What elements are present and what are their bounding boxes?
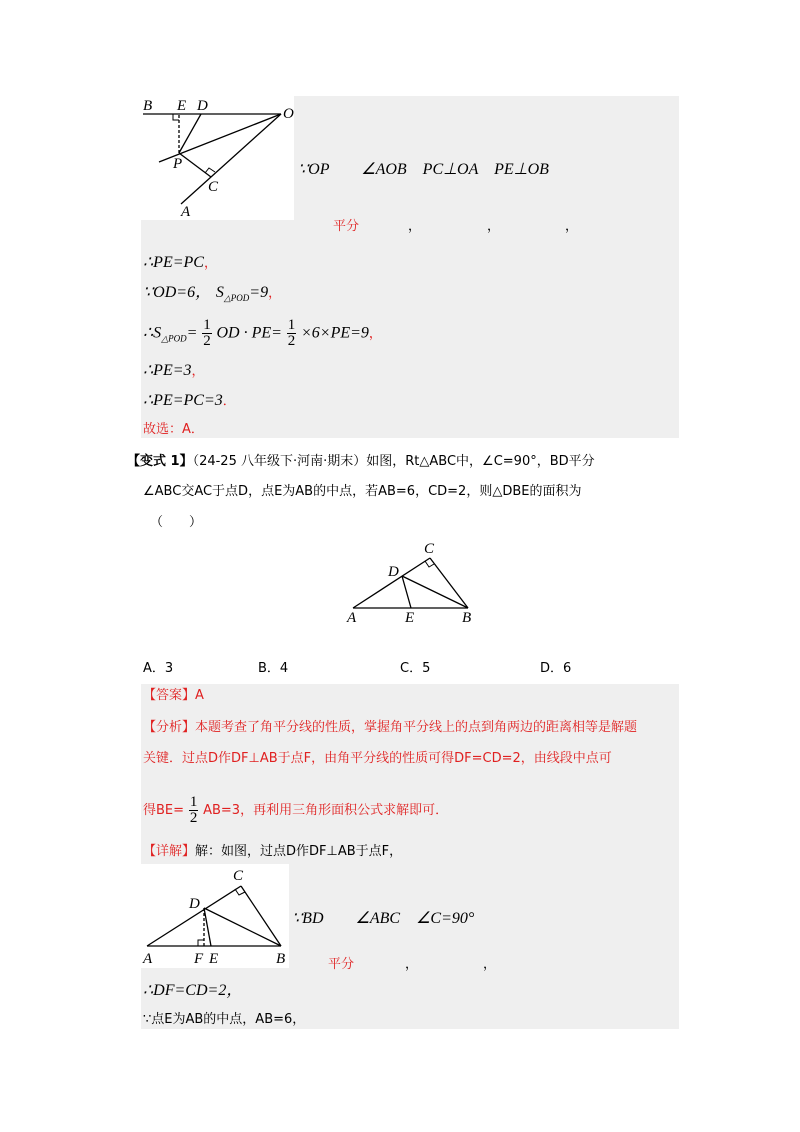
comma-4: ，: [405, 957, 419, 972]
comma-3: ，: [565, 219, 579, 234]
comma-1: ，: [408, 219, 422, 234]
given-line-2: ∵BD ∠ABC ∠C=90°: [292, 910, 475, 927]
variant-paren: （ ）: [150, 515, 203, 530]
label-D3: D: [189, 896, 200, 912]
step-3: [143, 318, 382, 351]
option-c[interactable]: C．5: [400, 661, 431, 676]
analysis-tag: 【分析】: [143, 720, 196, 735]
step-3-sub: △POD: [161, 333, 187, 344]
variant-tag: 【变式 1】: [127, 454, 193, 469]
fraction-half-1: $\frac{1}{2}$: [203, 317, 211, 349]
ray-OA: [181, 114, 281, 204]
label-E3: E: [209, 951, 219, 967]
label-B: B: [143, 98, 153, 114]
variant-line-2: ∠ABC交AC于点D，点E为AB的中点，若AB=6，CD=2，则△DBE的面积为: [143, 484, 582, 499]
step-3-d: ×6×PE=9: [300, 324, 369, 342]
step-3-mark: ，: [368, 326, 382, 342]
label-B3: B: [276, 951, 286, 967]
analysis-line-2: 关键．过点D作DF⊥AB于点F，由角平分线的性质可得DF=CD=2，由线段中点可: [143, 751, 612, 766]
comma-2: ，: [487, 219, 501, 234]
segment-DB3: [204, 908, 281, 946]
label-A3: A: [143, 951, 153, 967]
label-O: O: [283, 106, 294, 122]
label-C3: C: [233, 868, 244, 884]
detail-step-2: ∵点E为AB的中点，AB=6，: [143, 1012, 306, 1027]
step-3-a: ∴S: [143, 324, 162, 342]
detail-line-1: [143, 840, 402, 862]
right-angle-C: [205, 168, 215, 173]
detail-text-1: 解：如图，过点D作DF⊥AB于点F，: [195, 844, 403, 859]
step-2: [143, 282, 281, 308]
analysis-line-3: [143, 794, 448, 826]
step-3-b: =: [186, 324, 198, 342]
step-2-sub: △POD: [223, 293, 250, 303]
step-1-text: ∴PE=PC: [143, 254, 204, 271]
detail-tag: 【详解】: [143, 844, 196, 859]
bisect-word-1: 平分: [333, 219, 360, 234]
label-B2: B: [462, 610, 472, 626]
step-5-mark: ．: [222, 394, 236, 409]
step-2-c: =9: [249, 284, 269, 301]
detail-step-1: ∴DF=CD=2，: [143, 982, 243, 999]
variant-source: （24-25 八年级下·河南·期末）: [192, 454, 367, 469]
step-1: [143, 252, 217, 274]
given-line-1: ∵OP ∠AOB PC⊥OA PE⊥OB: [298, 161, 549, 178]
fraction-half-3: $\frac{1}{2}$: [189, 793, 198, 826]
figure-1: [141, 96, 311, 222]
step-3-c: OD · PE=: [216, 324, 282, 342]
step-2-mark: ，: [268, 286, 282, 301]
option-a[interactable]: A．3: [143, 661, 174, 676]
side-CB3: [241, 886, 281, 946]
variant-stem-1: 如图，Rt△ABC中，∠C=90°，BD平分: [366, 454, 595, 469]
analysis-3b: AB=3，再利用三角形面积公式求解即可．: [203, 803, 449, 818]
side-AC3: [147, 886, 241, 946]
step-2-s: S: [215, 284, 224, 301]
fraction-half-2: $\frac{1}{2}$: [287, 317, 296, 349]
right-angle-E: [173, 114, 179, 120]
label-C2: C: [424, 541, 435, 557]
step-5-text: ∴PE=PC=3: [143, 392, 223, 409]
label-A: A: [181, 204, 191, 220]
label-D: D: [197, 98, 208, 114]
label-E2: E: [405, 610, 415, 626]
label-A2: A: [347, 610, 357, 626]
step-4-mark: ，: [191, 364, 205, 379]
segment-DE3: [204, 908, 211, 946]
comma-5: ，: [483, 957, 497, 972]
label-P: P: [173, 156, 183, 172]
figure-3: [141, 864, 291, 968]
step-4: [143, 360, 205, 382]
figure-2: [340, 538, 480, 628]
right-angle-F3: [198, 940, 204, 946]
analysis-text-1: 本题考查了角平分线的性质，掌握角平分线上的点到角两边的距离相等是解题: [195, 720, 638, 735]
segment-PC: [179, 153, 211, 177]
bisect-word-2: 平分: [328, 957, 355, 972]
segment-DE: [402, 576, 411, 608]
step-1-mark: ，: [203, 256, 217, 271]
step-5: [143, 390, 236, 412]
variant-line-1: [127, 450, 595, 472]
option-b[interactable]: B．4: [258, 661, 289, 676]
side-CB: [430, 558, 468, 608]
label-C: C: [208, 179, 219, 195]
answer-line: 【答案】A: [143, 688, 204, 703]
label-F3: F: [194, 951, 204, 967]
label-D2: D: [388, 564, 399, 580]
step-4-text: ∴PE=3: [143, 362, 192, 379]
step-2-a: ∵OD=6，: [143, 284, 212, 301]
analysis-line-1: [143, 716, 637, 738]
option-d[interactable]: D．6: [540, 661, 572, 676]
ray-OP: [159, 114, 281, 162]
analysis-3a: 得BE=: [143, 803, 185, 818]
segment-DB: [402, 576, 468, 608]
label-E: E: [177, 98, 187, 114]
choice-line: 故选：A．: [143, 422, 204, 437]
